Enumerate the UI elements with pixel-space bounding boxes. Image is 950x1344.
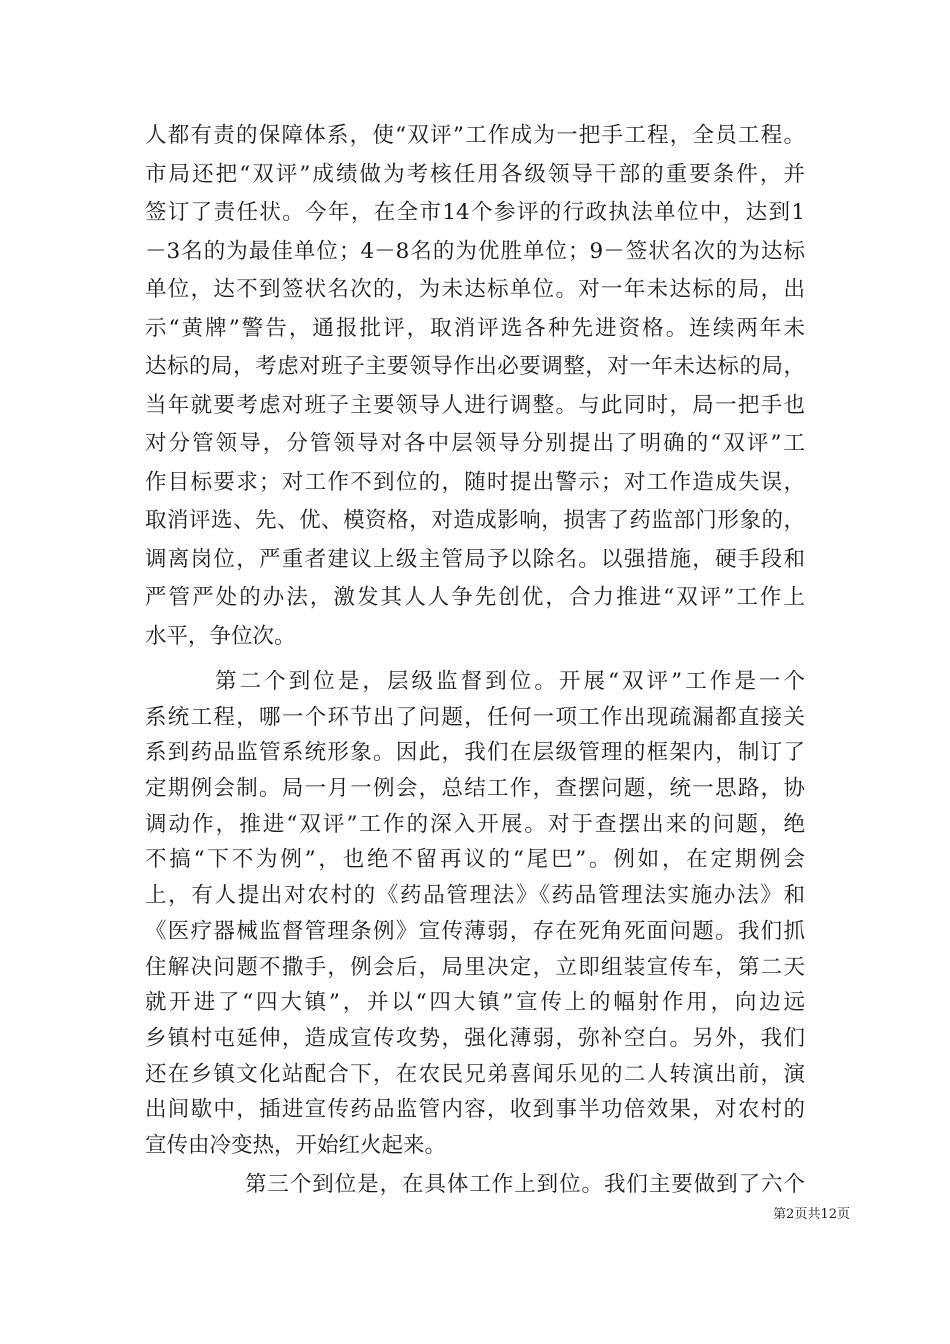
text-line: 严管严处的办法，激发其人人争先创优，合力推进“双评”工作上 [145, 585, 805, 610]
text-line: 调动作，推进“双评”工作的深入开展。对于查摆出来的问题，绝 [145, 812, 805, 837]
text-line: 《医疗器械监督管理条例》宣传薄弱，存在死角死面问题。我们抓 [145, 919, 805, 944]
text-line: 达标的局，考虑对班子主要领导作出必要调整，对一年未达标的局， [145, 354, 805, 379]
text-line: 签订了责任状。今年，在全市14个参评的行政执法单位中，达到1 [145, 200, 805, 225]
text-line: 第三个到位是，在具体工作上到位。我们主要做到了六个 [245, 1172, 805, 1197]
text-line: 单位，达不到签状名次的，为未达标单位。对一年未达标的局，出 [145, 277, 805, 302]
text-line: 人都有责的保障体系，使“双评”工作成为一把手工程，全员工程。 [145, 123, 805, 148]
text-line: 宣传由冷变热，开始红火起来。 [145, 1133, 447, 1158]
text-line: 出间歇中，插进宣传药品监管内容，收到事半功倍效果，对农村的 [145, 1097, 805, 1122]
text-line: 市局还把“双评”成绩做为考核任用各级领导干部的重要条件，并 [145, 162, 805, 187]
text-line: 调离岗位，严重者建议上级主管局予以除名。以强措施，硬手段和 [145, 547, 805, 572]
text-line: 对分管领导，分管领导对各中层领导分别提出了明确的“双评”工 [145, 431, 805, 456]
text-line: 作目标要求；对工作不到位的，随时提出警示；对工作造成失误， [145, 470, 805, 495]
text-line: 示“黄牌”警告，通报批评，取消评选各种先进资格。连续两年未 [145, 316, 805, 341]
page-number-footer: 第2页共12页 [773, 1207, 850, 1222]
text-line: 上，有人提出对农村的《药品管理法》《药品管理法实施办法》和 [145, 883, 805, 908]
text-line: 不搞“下不为例”，也绝不留再议的“尾巴”。例如，在定期例会 [145, 847, 805, 872]
text-line: 第二个到位是，层级监督到位。开展“双评”工作是一个 [215, 669, 805, 694]
text-line: 水平，争位次。 [145, 624, 296, 649]
text-line: 系到药品监管系统形象。因此，我们在层级管理的框架内，制订了 [145, 740, 805, 765]
text-line: 就开进了“四大镇”，并以“四大镇”宣传上的幅射作用，向边远 [145, 990, 805, 1015]
text-line: 取消评选、先、优、模资格，对造成影响，损害了药监部门形象的， [145, 508, 805, 533]
text-line: 住解决问题不撒手，例会后，局里决定，立即组装宣传车，第二天 [145, 955, 805, 980]
text-line: 乡镇村屯延伸，造成宣传攻势，强化薄弱，弥补空白。另外，我们 [145, 1026, 805, 1051]
text-line: －3名的为最佳单位；4－8名的为优胜单位；9－签状名次的为达标 [145, 239, 805, 264]
text-line: 当年就要考虑对班子主要领导人进行调整。与此同时，局一把手也 [145, 393, 805, 418]
text-line: 系统工程，哪一个环节出了问题，任何一项工作出现疏漏都直接关 [145, 705, 805, 730]
text-line: 还在乡镇文化站配合下，在农民兄弟喜闻乐见的二人转演出前，演 [145, 1062, 805, 1087]
text-line: 定期例会制。局一月一例会，总结工作，查摆问题，统一思路，协 [145, 776, 805, 801]
